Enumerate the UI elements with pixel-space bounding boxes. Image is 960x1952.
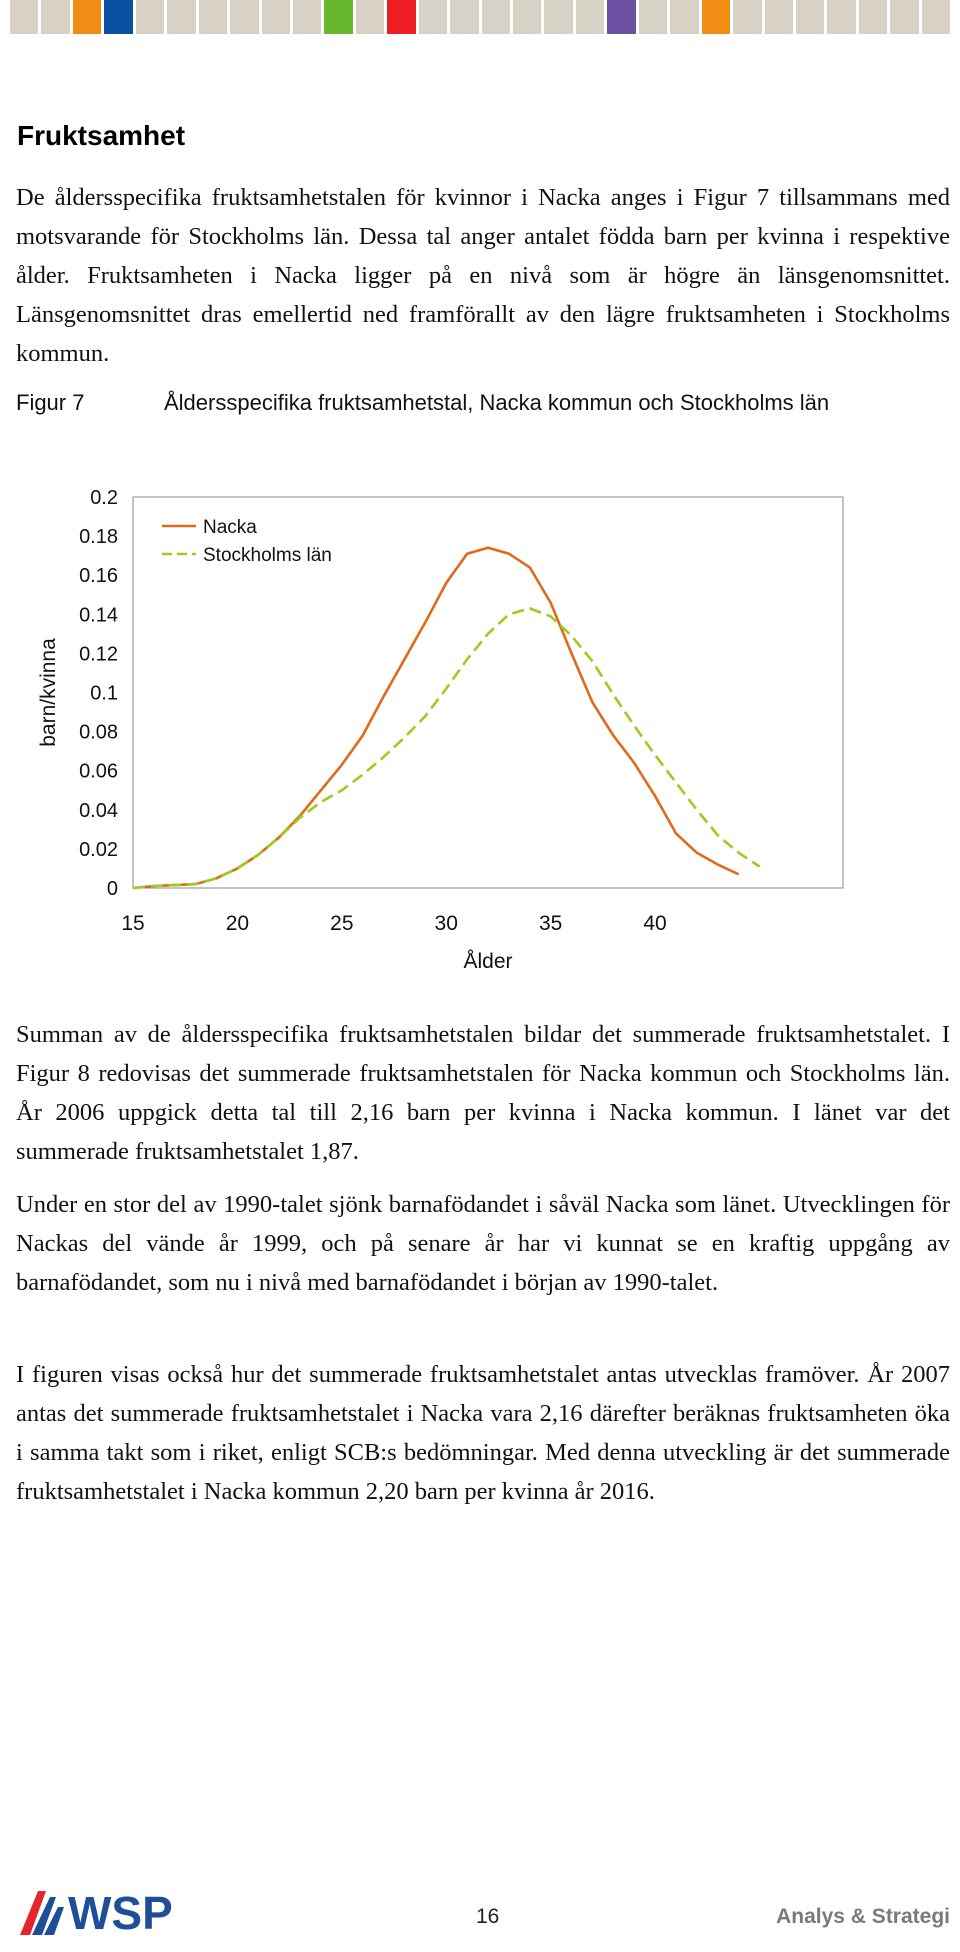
x-tick-label: 20 [225, 912, 250, 935]
top-color-bar [10, 0, 950, 34]
x-axis-label: Ålder [463, 950, 513, 973]
top-bar-square [639, 0, 667, 34]
top-bar-square [324, 0, 352, 34]
top-bar-square [827, 0, 855, 34]
top-bar-square [356, 0, 384, 34]
x-tick-label: 15 [121, 912, 145, 935]
top-bar-square [482, 0, 510, 34]
top-bar-square [136, 0, 164, 34]
figure-title: Åldersspecifika fruktsamhetstal, Nacka kommun och Stockholms län [164, 390, 830, 415]
x-tick-label: 25 [330, 912, 354, 935]
fertility-chart [0, 470, 960, 980]
legend-label: Nacka [203, 517, 257, 538]
wsp-logo [18, 1885, 203, 1937]
top-bar-square [859, 0, 887, 34]
top-bar-square [890, 0, 918, 34]
section-title: Fruktsamhet [17, 120, 186, 151]
y-tick-label: 0.02 [79, 838, 118, 861]
x-tick-label: 30 [434, 912, 458, 935]
x-tick-label: 40 [643, 912, 667, 935]
top-bar-square [450, 0, 478, 34]
y-tick-label: 0.12 [79, 643, 118, 666]
series-line-nacka [133, 548, 739, 888]
top-bar-square [702, 0, 730, 34]
y-tick-label: 0.04 [79, 799, 118, 822]
y-tick-label: 0.14 [79, 604, 118, 627]
x-tick-label: 35 [538, 912, 563, 935]
top-bar-square [230, 0, 258, 34]
y-tick-label: 0.18 [79, 526, 118, 549]
top-bar-square [733, 0, 761, 34]
y-tick-label: 0.2 [90, 487, 118, 509]
top-bar-square [199, 0, 227, 34]
top-bar-square [41, 0, 69, 34]
legend-label: Stockholms län [203, 545, 332, 566]
top-bar-square [607, 0, 635, 34]
y-tick-label: 0.1 [90, 682, 118, 705]
forecast-paragraph: I figuren visas också hur det summerade fruktsamhetstalet antas utvecklas framöver. År 2007 antas det summerade fruktsamhetstalet i Nacka vara 2,16 därefter beräknas fruktsamheten öka i samma takt som i riket, enligt SCB:s bedömningar. Med denna utveckling är det summerade fruktsamhetstalet i Nacka kommun 2,20 barn per kvinna år 2016. [16, 1361, 950, 1505]
footer-brand: Analys & Strategi [776, 1905, 950, 1928]
top-bar-square [104, 0, 132, 34]
figure-number: Figur 7 [16, 390, 85, 415]
top-bar-square [796, 0, 824, 34]
top-bar-square [576, 0, 604, 34]
intro-paragraph: De åldersspecifika fruktsamhetstalen för kvinnor i Nacka anges i Figur 7 tillsammans med motsvarande för Stockholms län. Dessa tal anger antalet födda barn per kvinna i respektive ålder. Fruktsamheten i Nacka ligger på en nivå som är högre än länsgenomsnittet. Länsgenomsnittet dras emellertid ned framförallt av den lägre fruktsamheten i Stockholms kommun. [16, 184, 950, 367]
y-tick-label: 0.06 [79, 760, 118, 783]
y-tick-label: 0.08 [79, 721, 118, 744]
summary-paragraph: Summan av de åldersspecifika fruktsamhetstalen bildar det summerade fruktsamhetstalet. I Figur 8 redovisas det summerade fruktsamhetstalen för Nacka kommun och Stockholms län. År 2006 uppgick detta tal till 2,16 barn per kvinna i Nacka kommun. I länet var det summerade fruktsamhetstalet 1,87. [16, 1021, 950, 1165]
wsp-logo-text: WSP [68, 1887, 173, 1937]
y-axis-label: barn/kvinna [37, 638, 60, 747]
top-bar-square [293, 0, 321, 34]
trend-paragraph: Under en stor del av 1990-talet sjönk barnafödandet i såväl Nacka som länet. Utvecklingen för Nackas del vände år 1999, och på senare år har vi kunnat se en kraftig uppgång av barnafödandet, som nu i nivå med barnafödandet i början av 1990-talet. [16, 1191, 950, 1296]
series-line-stockholms-lan [133, 608, 760, 888]
top-bar-square [167, 0, 195, 34]
y-tick-label: 0 [106, 878, 118, 900]
top-bar-square [670, 0, 698, 34]
top-bar-square [387, 0, 415, 34]
top-bar-square [544, 0, 572, 34]
top-bar-square [262, 0, 290, 34]
top-bar-square [765, 0, 793, 34]
page-number: 16 [476, 1905, 500, 1928]
top-bar-square [513, 0, 541, 34]
top-bar-square [419, 0, 447, 34]
y-tick-label: 0.16 [79, 565, 118, 588]
top-bar-square [10, 0, 38, 34]
top-bar-square [73, 0, 101, 34]
top-bar-square [922, 0, 950, 34]
